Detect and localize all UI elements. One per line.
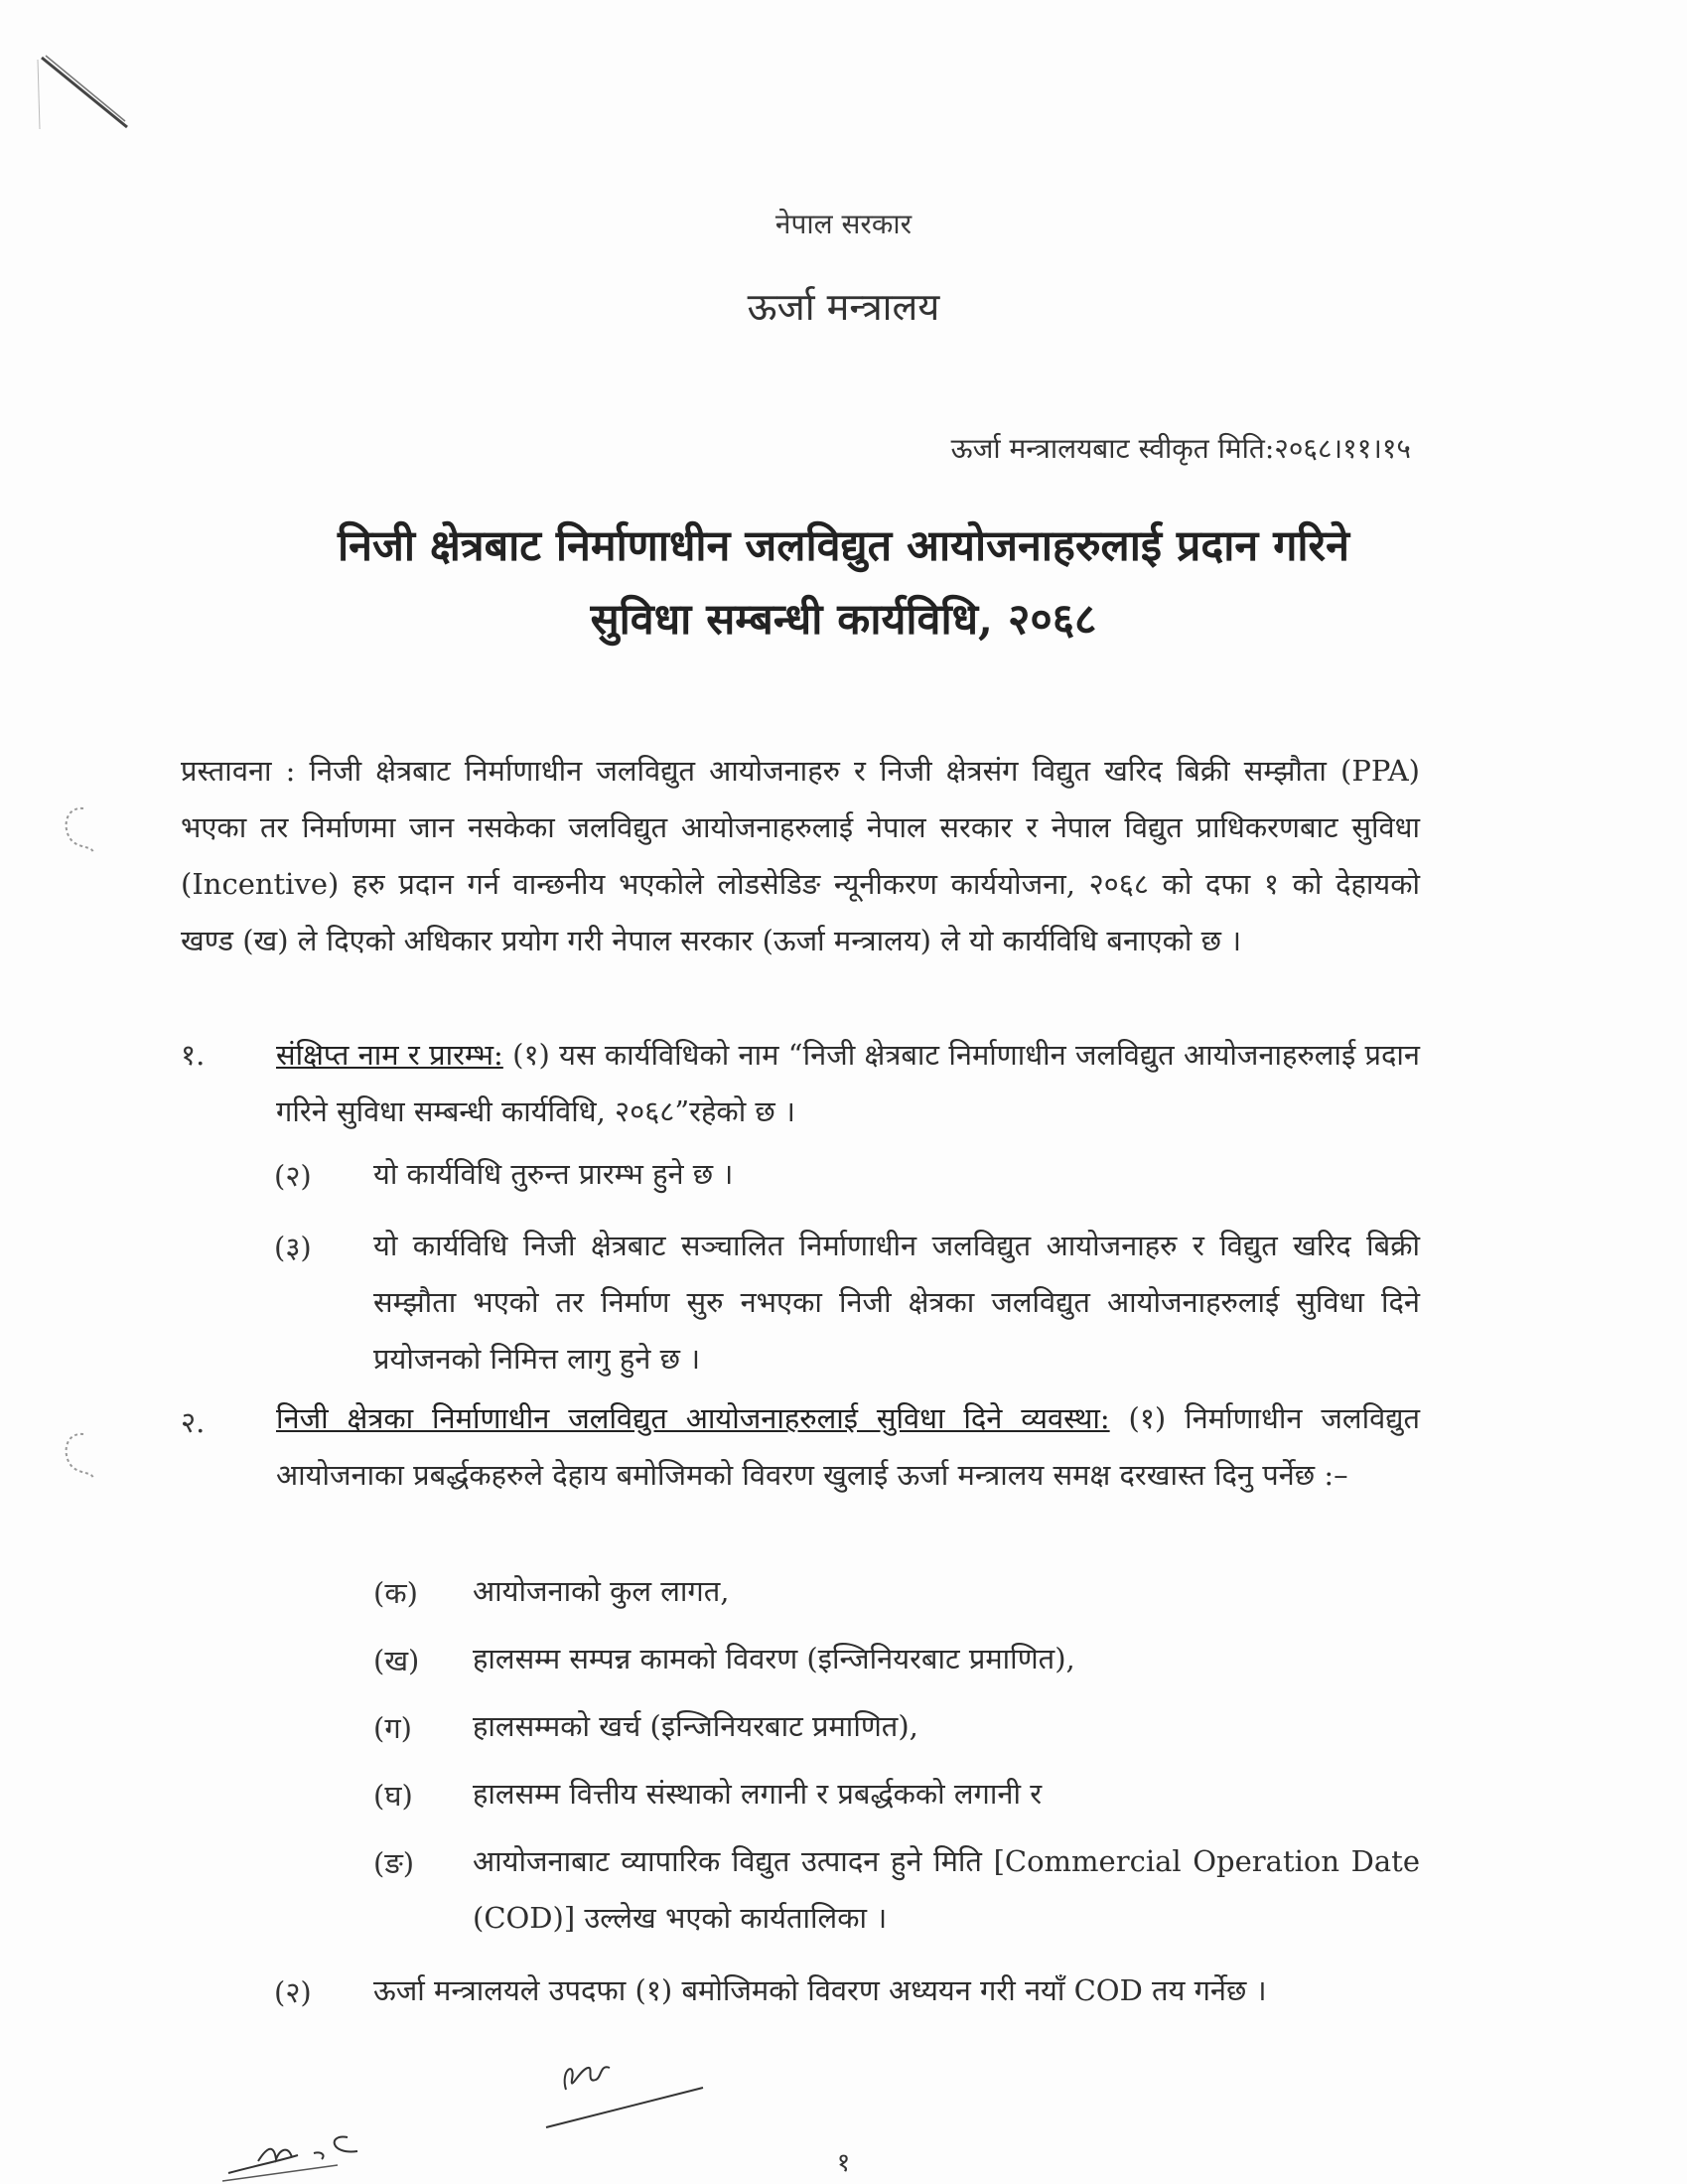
subsection-text: यो कार्यविधि तुरुन्त प्रारम्भ हुने छ । xyxy=(373,1157,734,1191)
clause-label: (ख) xyxy=(373,1644,420,1677)
punch-hole-mark xyxy=(54,802,103,860)
handwritten-initials xyxy=(536,2050,715,2139)
clause-label: (घ) xyxy=(373,1779,413,1813)
subsection-text: ऊर्जा मन्त्रालयले उपदफा (१) बमोजिमको विवरण अध्ययन गरी नयाँ COD तय गर्नेछ । xyxy=(373,1973,1267,2007)
preamble-text: निजी क्षेत्रबाट निर्माणाधीन जलविद्युत आयोजनाहरु र निजी क्षेत्रसंग विद्युत खरिद बिक्री सम्झौता (PPA) भएका तर निर्माणमा जान नसकेका जलविद्युत आयोजनाहरुलाई नेपाल सरकार र नेपाल विद्युत प्राधिकरणबाट सुविधा (Incentive) हरु प्रदान गर्न वान्छनीय भएकोले लोडसेडिङ न्यूनीकरण कार्ययोजना, २०६८ को दफा १ को देहायको खण्ड (ख) ले दिएको अधिकार प्रयोग गरी नेपाल सरकार (ऊर्जा मन्त्रालय) ले यो कार्यविधि बनाएको छ । xyxy=(181,754,1420,957)
section-1-heading: संक्षिप्त नाम र प्रारम्भ: xyxy=(276,1038,503,1072)
clause-text: आयोजनाबाट व्यापारिक विद्युत उत्पादन हुने मिति [Commercial Operation Date (COD)] उल्लेख भएको कार्यतालिका । xyxy=(473,1844,1420,1935)
section-number: २. xyxy=(181,1405,206,1439)
government-name: नेपाल सरकार xyxy=(774,208,913,240)
document-title-line-1: निजी क्षेत्रबाट निर्माणाधीन जलविद्युत आयोजनाहरुलाई प्रदान गरिने xyxy=(337,521,1349,571)
document-title-line-2: सुविधा सम्बन्धी कार्यविधि, २०६८ xyxy=(590,595,1097,645)
section-number: १. xyxy=(181,1038,206,1072)
punch-hole-mark xyxy=(54,1428,103,1486)
clause-label: (ग) xyxy=(373,1711,412,1745)
clause-text: आयोजनाको कुल लागत, xyxy=(473,1574,730,1608)
clause-text: हालसम्म सम्पन्न कामको विवरण (इन्जिनियरबाट प्रमाणित), xyxy=(473,1642,1075,1675)
section-2-heading: निजी क्षेत्रका निर्माणाधीन जलविद्युत आयोजनाहरुलाई सुविधा दिने व्यवस्था: xyxy=(276,1401,1110,1435)
clause-label: (क) xyxy=(373,1576,418,1610)
section-1-paragraph xyxy=(276,1027,1420,1140)
approval-date-note: ऊर्जा मन्त्रालयबाट स्वीकृत मिति:२०६८।११।१५ xyxy=(950,432,1411,465)
clause-label: (ङ) xyxy=(373,1846,415,1880)
subsection-text: यो कार्यविधि निजी क्षेत्रबाट सञ्चालित निर्माणाधीन जलविद्युत आयोजनाहरु र विद्युत खरिद बिक्री सम्झौता भएको तर निर्माण सुरु नभएका निजी क्षेत्रका जलविद्युत आयोजनाहरुलाई सुविधा दिने प्रयोजनको निमित्त लागु हुने छ । xyxy=(373,1229,1420,1376)
subsection-label: (२) xyxy=(274,1975,312,2009)
subsection-label: (२) xyxy=(274,1159,312,1193)
clause-text: हालसम्मको खर्च (इन्जिनियरबाट प्रमाणित), xyxy=(473,1709,918,1743)
clause-text: हालसम्म वित्तीय संस्थाको लगानी र प्रबर्द्धकको लगानी र xyxy=(473,1777,1043,1811)
preamble-label: प्रस्तावना : xyxy=(181,754,296,788)
section-1-text: (१) यस कार्यविधिको नाम “निजी क्षेत्रबाट निर्माणाधीन जलविद्युत आयोजनाहरुलाई प्रदान गरिने सुविधा सम्बन्धी कार्यविधि, २०६८”रहेको छ । xyxy=(276,1038,1420,1128)
ministry-name: ऊर्जा मन्त्रालय xyxy=(747,285,940,329)
corner-staple-mark xyxy=(30,50,139,139)
subsection-label: (३) xyxy=(274,1231,312,1264)
section-2-paragraph xyxy=(276,1390,1420,1504)
preamble-paragraph xyxy=(181,743,1420,969)
section-2-text: (१) निर्माणाधीन जलविद्युत आयोजनाका प्रबर्द्धकहरुले देहाय बमोजिमको विवरण खुलाई ऊर्जा मन्त्रालय समक्ष दरखास्त दिनु पर्नेछ :– xyxy=(276,1401,1421,1492)
page-number: १ xyxy=(836,2148,851,2178)
